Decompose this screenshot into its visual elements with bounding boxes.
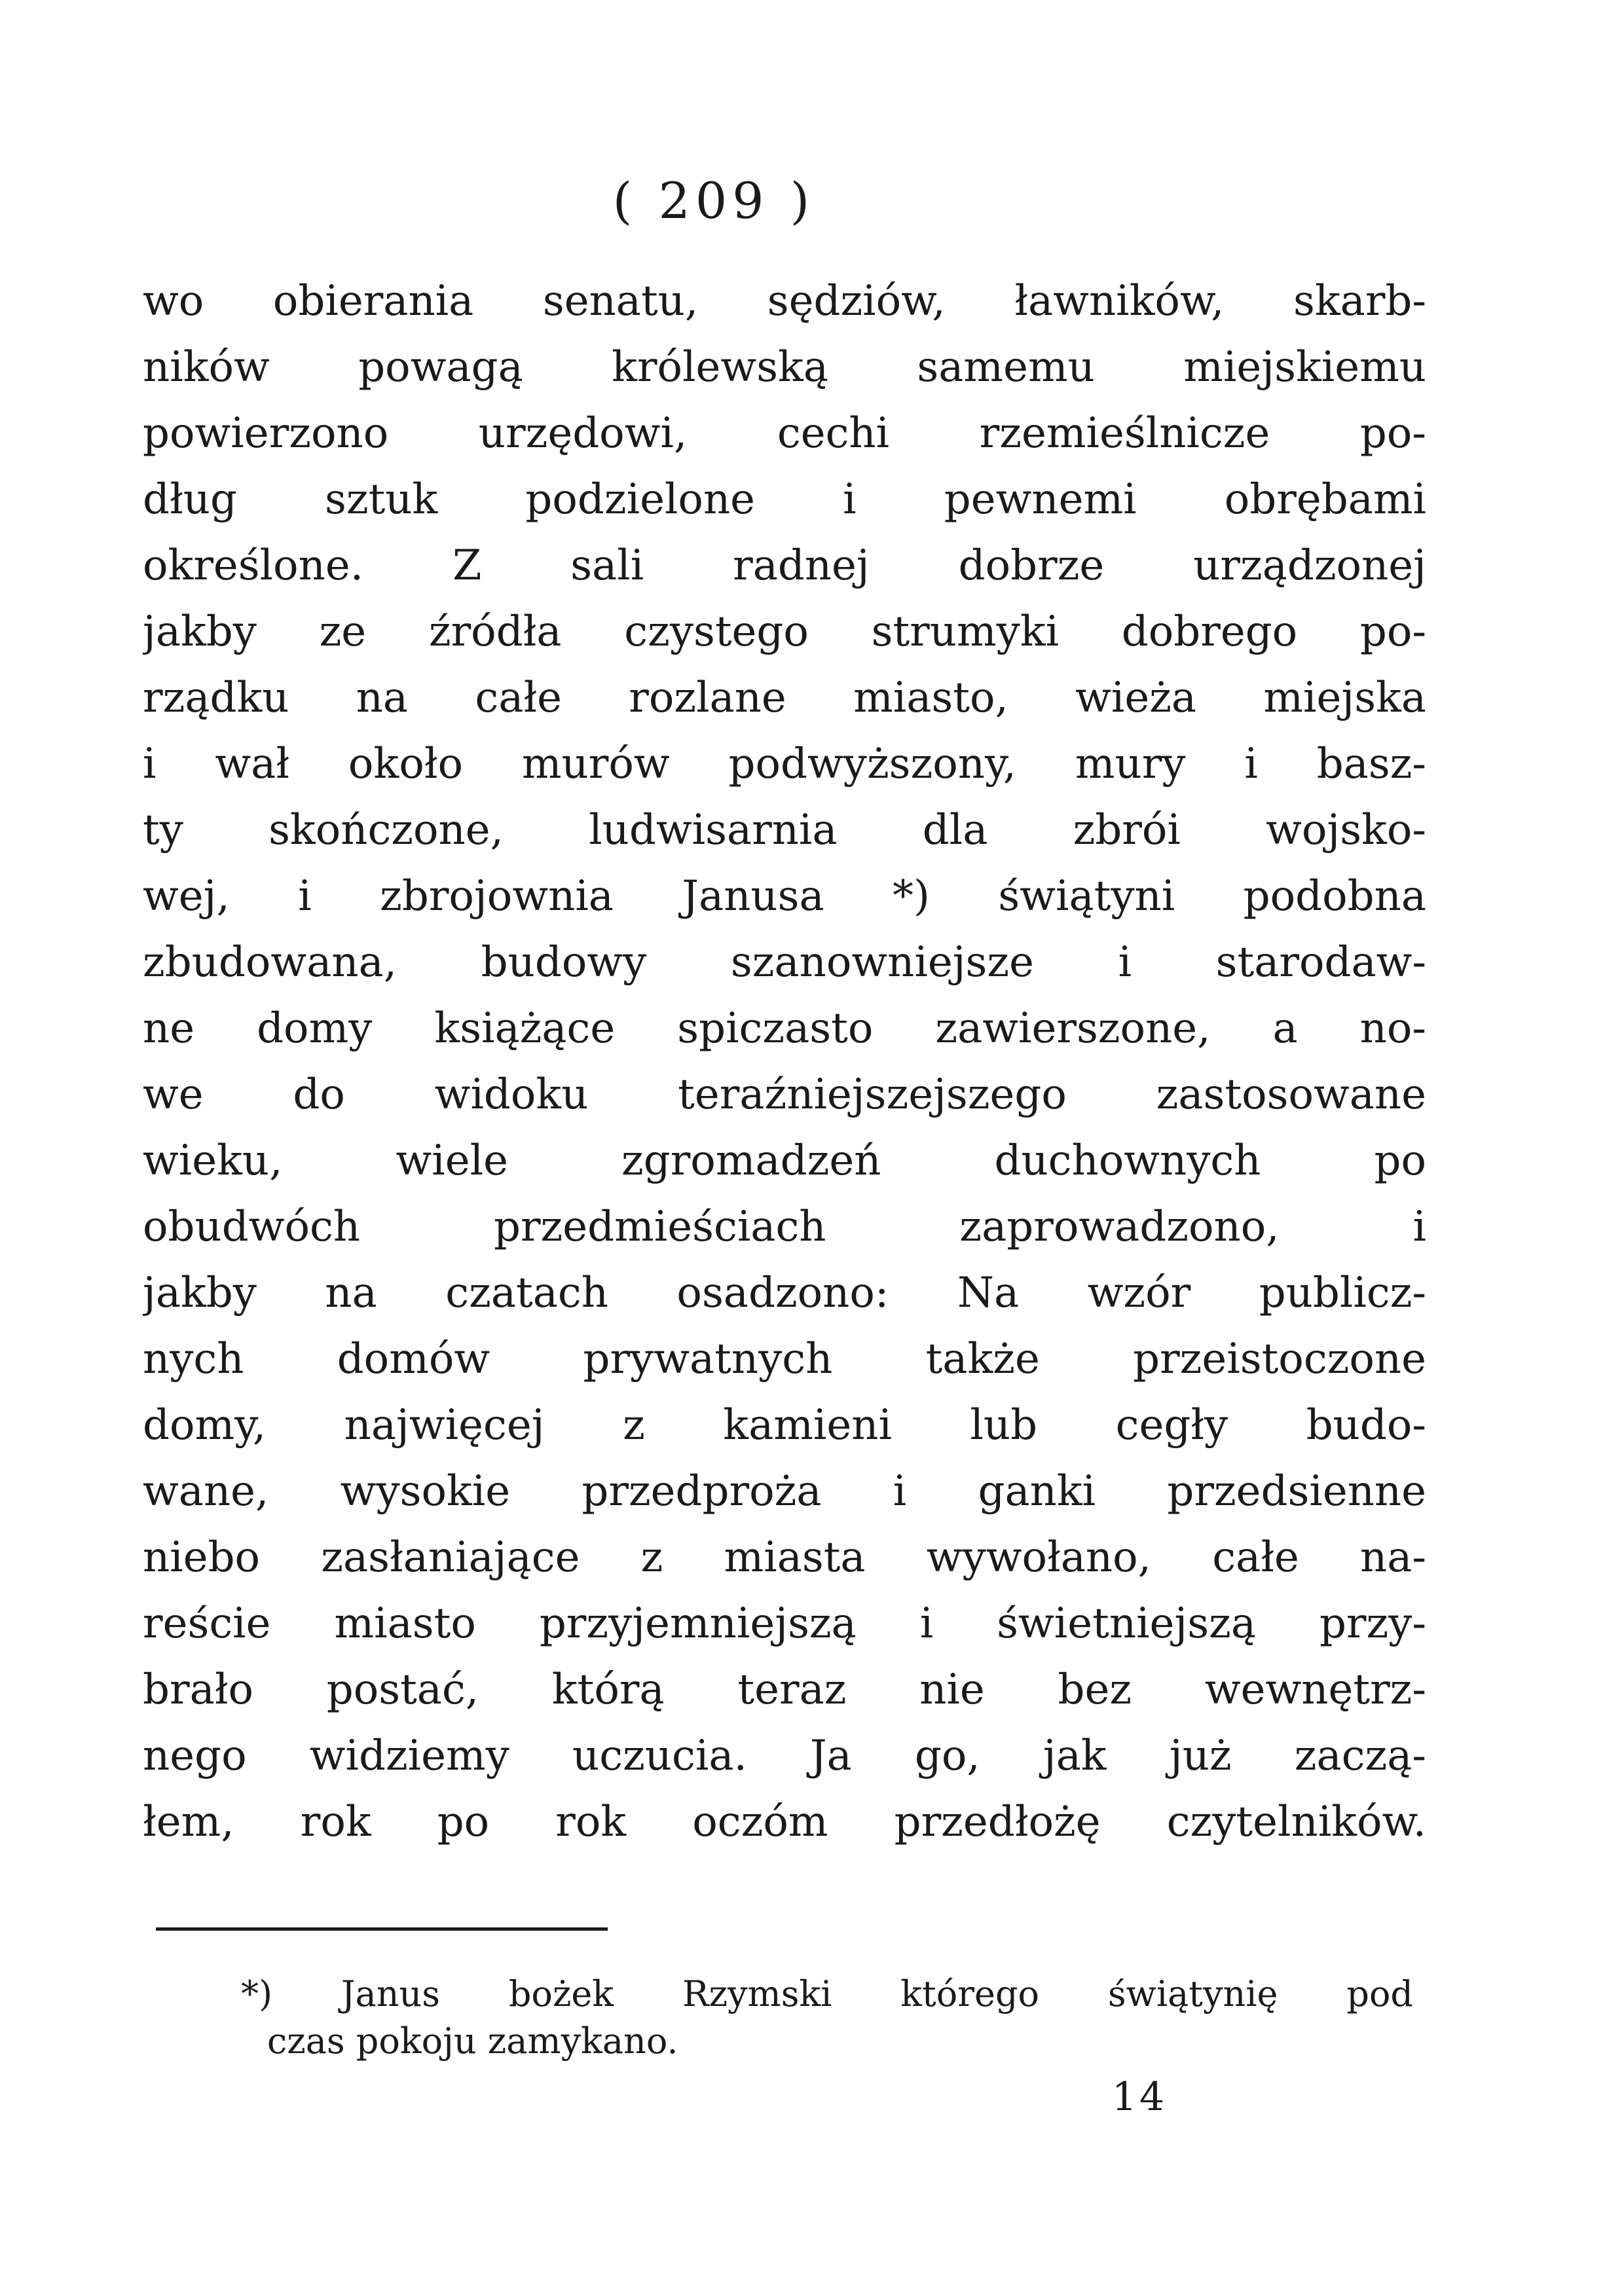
text-line: zbudowana, budowy szanowniejsze i starodaw- [143,938,1426,987]
text-line: łem, rok po rok oczóm przedłożę czytelników. [143,1798,1426,1846]
text-line: obudwóch przedmieściach zaprowadzono, i [143,1203,1426,1251]
text-line: określone. Z sali radnej dobrze urządzonej [143,541,1426,590]
signature-mark: 14 [1111,2074,1168,2120]
footnote-line: *) Janus bożek Rzymski którego świątynię pod [241,1973,1413,2014]
text-line: rządku na całe rozlane miasto, wieża miejska [143,674,1426,722]
text-line: ty skończone, ludwisarnia dla zbrói wojsko- [143,806,1426,854]
page-number: ( 209 ) [612,172,815,230]
text-line: wo obierania senatu, sędziów, ławników, skarb- [143,277,1426,325]
footnote-divider [156,1927,608,1931]
footnote [241,1971,1413,2065]
text-line: wane, wysokie przedproża i ganki przedsienne [143,1467,1426,1516]
text-line: i wał około murów podwyższony, mury i basz- [143,740,1426,788]
text-line: domy, najwięcej z kamieni lub cegły budo- [143,1401,1426,1449]
text-line: nych domów prywatnych także przeistoczone [143,1335,1426,1383]
text-line: jakby ze źródła czystego strumyki dobrego po- [143,608,1426,656]
text-line: powierzono urzędowi, cechi rzemieślnicze po- [143,409,1426,458]
text-line: brało postać, którą teraz nie bez wewnętrz- [143,1666,1426,1714]
text-line: niebo zasłaniające z miasta wywołano, całe na- [143,1533,1426,1582]
body-text [143,268,1426,1855]
text-line: wej, i zbrojownia Janusa *) świątyni podobna [143,872,1426,920]
text-line: jakby na czatach osadzono: Na wzór publicz- [143,1269,1426,1317]
text-line: we do widoku teraźniejszejszego zastosowane [143,1070,1426,1119]
text-line: wieku, wiele zgromadzeń duchownych po [143,1137,1426,1185]
text-line: ników powagą królewską samemu miejskiemu [143,343,1426,392]
text-line: ne domy książące spiczasto zawierszone, a no- [143,1004,1426,1053]
text-line: nego widziemy uczucia. Ja go, jak już zaczą- [143,1732,1426,1780]
text-line: reście miasto przyjemniejszą i świetniejszą przy- [143,1599,1426,1648]
text-line: dług sztuk podzielone i pewnemi obrębami [143,475,1426,524]
footnote-line: czas pokoju zamykano. [267,2020,678,2062]
